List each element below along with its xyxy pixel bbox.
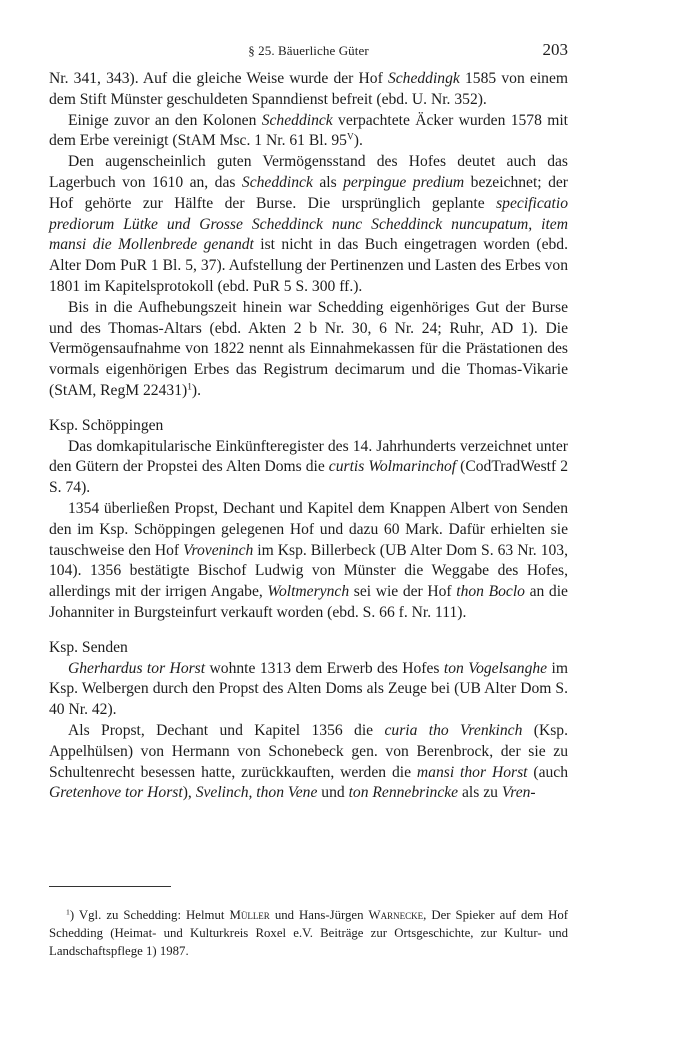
text-run: 1354 überließen Propst, Dechant und Kapitel dem Knappen Albert von Senden den im Ksp. Schöppingen gelegenen Hof und dazu 60 Mark. Dafür erhielten sie tauschweise den Hof [49, 499, 568, 559]
italic-text: mansi thor Horst [416, 763, 528, 781]
italic-text: Woltmerynch [267, 583, 350, 601]
text-run: Den augenscheinlich guten Vermögensstand des Hofes deutet auch das Lagerbuch von 1610 an, das [49, 153, 568, 191]
paragraph [49, 111, 568, 153]
superscript: 1 [66, 907, 70, 917]
superscript: 1 [187, 382, 192, 393]
section-heading: Ksp. Schöppingen [49, 416, 164, 434]
italic-text: Vren- [501, 784, 536, 802]
text-run: (Ksp. Appelhülsen) von Hermann von Schonebeck gen. von Berenbrock, der sie zu Schultenrecht besessen hatte, zurückkauften, werden die [49, 721, 568, 781]
italic-text: Vroveninch [183, 541, 254, 559]
paragraph [49, 499, 568, 624]
text-run: im Ksp. Welbergen durch den Propst des Alten Doms als Zeuge bei (UB Alter Dom S. 40 Nr. 42). [49, 659, 568, 719]
text-run: als zu [458, 784, 502, 802]
italic-text: Gretenhove tor Horst [49, 784, 183, 802]
text-run: an die Johanniter in Burgsteinfurt verkauft worden (ebd. S. 66 f. Nr. 111). [49, 583, 568, 621]
footnote-rule [49, 886, 171, 887]
page-header [49, 40, 568, 62]
italic-text: Gherhardus tor Horst [68, 659, 206, 677]
paragraph [49, 69, 568, 111]
text-run: ), [182, 784, 196, 802]
text-run: wohnte 1313 dem Erwerb des Hofes [205, 659, 444, 677]
text-run: Das domkapitularische Einkünfteregister des 14. Jahrhunderts verzeichnet unter den Gütern der Propstei des Alten Doms die [49, 437, 568, 476]
italic-text: curtis Wolmarinchof [328, 458, 457, 476]
italic-text: Svelinch, thon Vene [195, 784, 318, 802]
text-run: Nr. 341, 343). Auf die gleiche Weise wurde der Hof [49, 70, 388, 87]
paragraph [49, 659, 568, 721]
italic-text: Scheddingk [387, 70, 460, 87]
paragraph [49, 437, 568, 499]
text-run: Einige zuvor an den Kolonen [68, 111, 262, 129]
text-run: ) Vgl. zu Schedding: Helmut [69, 907, 230, 922]
text-run: als [312, 173, 344, 191]
italic-text: Scheddinck [241, 173, 313, 191]
italic-text: ton Vogelsanghe [443, 659, 548, 677]
page-number: 203 [542, 40, 568, 59]
text-run: ). [191, 381, 201, 399]
text-run: verpachtete Äcker wurden 1578 mit dem Erbe vereinigt (StAM Msc. 1 Nr. 61 Bl. 95 [49, 111, 568, 150]
italic-text: specificatio prediorum Lütke und Grosse Scheddinck nunc Scheddinck nuncupatum, item mansi die Mollenbrede genandt [49, 194, 568, 254]
running-head: § 25. Bäuerliche Güter [248, 43, 369, 58]
body-text [49, 69, 568, 804]
text-run: im Ksp. Billerbeck (UB Alter Dom S. 63 Nr. 103, 104). 1356 bestätigte Bischof Ludwig von Münster die Weggabe des Hofes, allerdings mit der irrigen Angabe, [49, 541, 568, 601]
italic-text: Scheddinck [261, 111, 333, 129]
paragraph [49, 298, 568, 402]
text-run: ). [353, 132, 363, 150]
text-run: Als Propst, Dechant und Kapitel 1356 die [68, 721, 385, 739]
section-heading: Ksp. Senden [49, 638, 128, 656]
text-run: sei wie der Hof [349, 583, 457, 601]
text-run: (auch [527, 763, 569, 781]
paragraph [49, 721, 568, 804]
italic-text: perpingue predium [343, 173, 465, 191]
superscript: V [346, 132, 354, 143]
text-run: und Hans-Jürgen [269, 907, 369, 922]
text-run: (CodTradWestf 2 S. 74). [49, 458, 568, 497]
footnote [49, 906, 568, 960]
paragraph [49, 152, 568, 298]
italic-text: ton Rennebrincke [348, 784, 459, 802]
text-run: und [317, 784, 349, 802]
text-run: 1585 von einem dem Stift Münster geschuldeten Spanndienst befreit (ebd. U. Nr. 352). [49, 70, 568, 108]
text-run: Müller [229, 907, 270, 922]
text-run: , Der Spieker auf dem Hof Schedding (Heimat- und Kulturkreis Roxel e.V. Beiträge zur Ortsgeschichte, zur Kultur- und Landschaftspflege 1) 1987. [49, 907, 568, 958]
italic-text: curia tho Vrenkinch [384, 721, 523, 739]
text-run: Bis in die Aufhebungszeit hinein war Schedding eigenhöriges Gut der Burse und des Thomas-Altars (ebd. Akten 2 b Nr. 30, 6 Nr. 24; Ruhr, AD 1). Die Vermögensaufnahme von 1822 nennt als Einnahmekassen für die Prästationen des vormals eigenhörigen Erbes das Registrum decimarum und die Thomas-Vikarie (StAM, RegM 22431) [49, 298, 568, 399]
text-run: Warnecke [368, 907, 424, 922]
text-run: ist nicht in das Buch eingetragen worden (ebd. Alter Dom PuR 1 Bl. 5, 37). Aufstellung der Pertinenzen und Lasten des Erbes von 1801 im Kapitelsprotokoll (ebd. PuR 5 S. 300 ff.). [49, 236, 568, 295]
text-run: bezeichnet; der Hof gehörte zur Hälfte der Burse. Die ursprünglich geplante [49, 173, 568, 212]
italic-text: thon Boclo [456, 583, 525, 601]
